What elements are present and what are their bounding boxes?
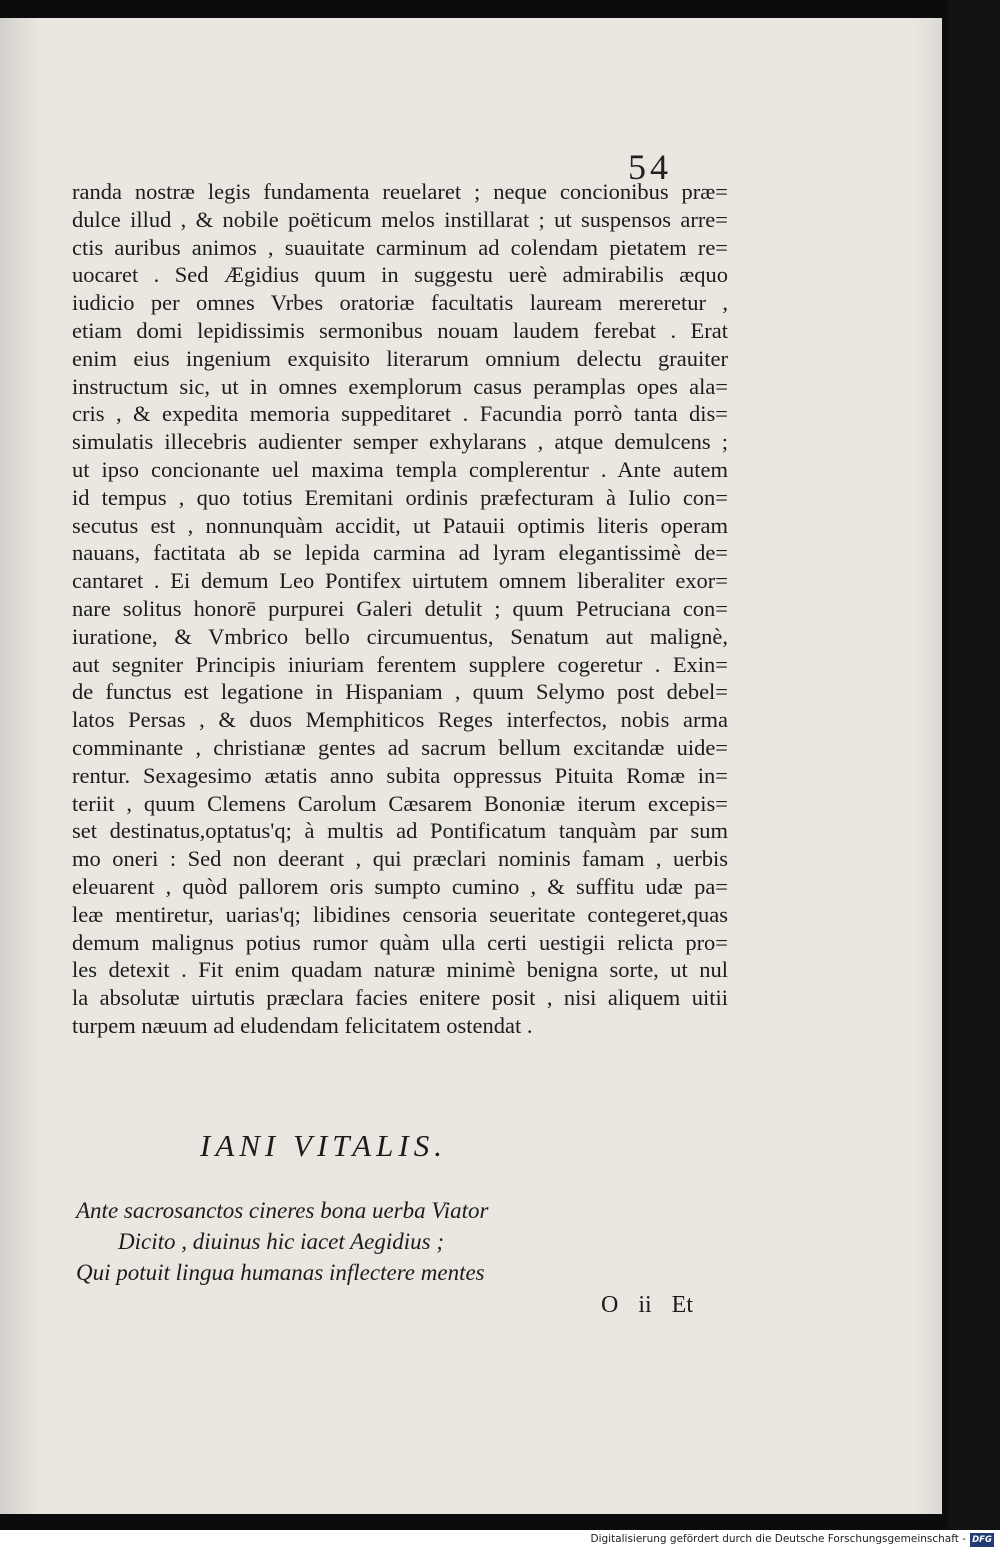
body-line: les detexit . Fit enim quadam naturæ minimè benigna sorte, ut nul [72, 957, 728, 983]
body-line: iudicio per omnes Vrbes oratoriæ facultatis lauream mereretur , [72, 290, 728, 316]
book-page [0, 18, 942, 1514]
dfg-logo: DFG [970, 1533, 994, 1547]
poem-heading: IANI VITALIS. [200, 1128, 447, 1163]
body-line: dulce illud , & nobile poëticum melos instillarat ; ut suspensos arre= [72, 206, 728, 232]
body-line: set destinatus,optatus'q; à multis ad Pontificatum tanquàm par sum [72, 818, 728, 844]
verse-line: Qui potuit lingua humanas inflectere mentes [76, 1260, 485, 1285]
body-line: instructum sic, ut in omnes exemplorum casus peramplas opes ala= [72, 373, 728, 399]
body-line: randa nostræ legis fundamenta reuelaret ; neque concionibus præ= [72, 179, 728, 204]
body-line: de functus est legatione in Hispaniam , quum Selymo post debel= [72, 679, 728, 705]
body-line: cris , & expedita memoria suppeditaret . Facundia porrò tanta dis= [72, 401, 728, 427]
body-line: la absolutæ uirtutis præclara facies enitere posit , nisi aliquem uitii [72, 985, 728, 1011]
body-line: enim eius ingenium exquisito literarum omnium delectu grauiter [72, 345, 728, 371]
body-text [72, 178, 728, 1040]
body-line: uocaret . Sed Ægidius quum in suggestu uerè admirabilis æquo [72, 262, 728, 288]
body-line: mo oneri : Sed non deerant , qui præclari nominis famam , uerbis [72, 846, 728, 872]
body-line: comminante , christianæ gentes ad sacrum bellum excitandæ uide= [72, 734, 728, 760]
body-line: leæ mentiretur, uarias'q; libidines censoria seueritate contegeret,quas [72, 901, 728, 927]
page-number: 54 [628, 147, 672, 187]
body-line: rentur. Sexagesimo ætatis anno subita oppressus Pituita Romæ in= [72, 762, 728, 788]
footer-bar [0, 1530, 1000, 1551]
body-line: demum malignus potius rumor quàm ulla certi uestigii relicta pro= [72, 929, 728, 955]
body-line: ctis auribus animos , suauitate carminum ad colendam pietatem re= [72, 234, 728, 260]
body-line: teriit , quum Clemens Carolum Cæsarem Bononiæ iterum excepis= [72, 790, 728, 816]
body-line: etiam domi lepidissimis sermonibus nouam laudem ferebat . Erat [72, 317, 728, 343]
body-line: aut segniter Principis iniuriam ferentem supplere cogeretur . Exin= [72, 651, 728, 677]
funding-credit: Digitalisierung gefördert durch die Deutsche Forschungsgemeinschaft - [590, 1533, 966, 1545]
body-line: simulatis illecebris audienter semper exhylarans , atque demulcens ; [72, 429, 728, 455]
verse-line: Ante sacrosanctos cineres bona uerba Viator [76, 1198, 489, 1223]
body-line: eleuarent , quòd pallorem oris sumpto cumino , & suffitu udæ pa= [72, 873, 728, 899]
body-line: iuratione, & Vmbrico bello circumuentus, Senatum aut malignè, [72, 623, 728, 649]
body-line: nauans, factitata ab se lepida carmina ad lyram elegantissimè de= [72, 540, 728, 566]
body-line: nare solitus honorē purpurei Galeri detulit ; quum Petruciana con= [72, 595, 728, 621]
body-line: id tempus , quo totius Eremitani ordinis præfecturam à Iulio con= [72, 484, 728, 510]
body-line: secutus est , nonnunquàm accidit, ut Patauii optimis literis operam [72, 512, 728, 538]
body-line: ut ipso concionante uel maxima templa complerentur . Ante autem [72, 456, 728, 482]
body-line: turpem næuum ad eludendam felicitatem ostendat . [72, 1012, 533, 1038]
verse-line: Dicito , diuinus hic iacet Aegidius ; [118, 1229, 444, 1254]
body-line: latos Persas , & duos Memphiticos Reges interfectos, nobis arma [72, 707, 728, 733]
catchline-signature: O ii Et [601, 1292, 693, 1318]
body-line: cantaret . Ei demum Leo Pontifex uirtutem omnem liberaliter exor= [72, 568, 728, 594]
